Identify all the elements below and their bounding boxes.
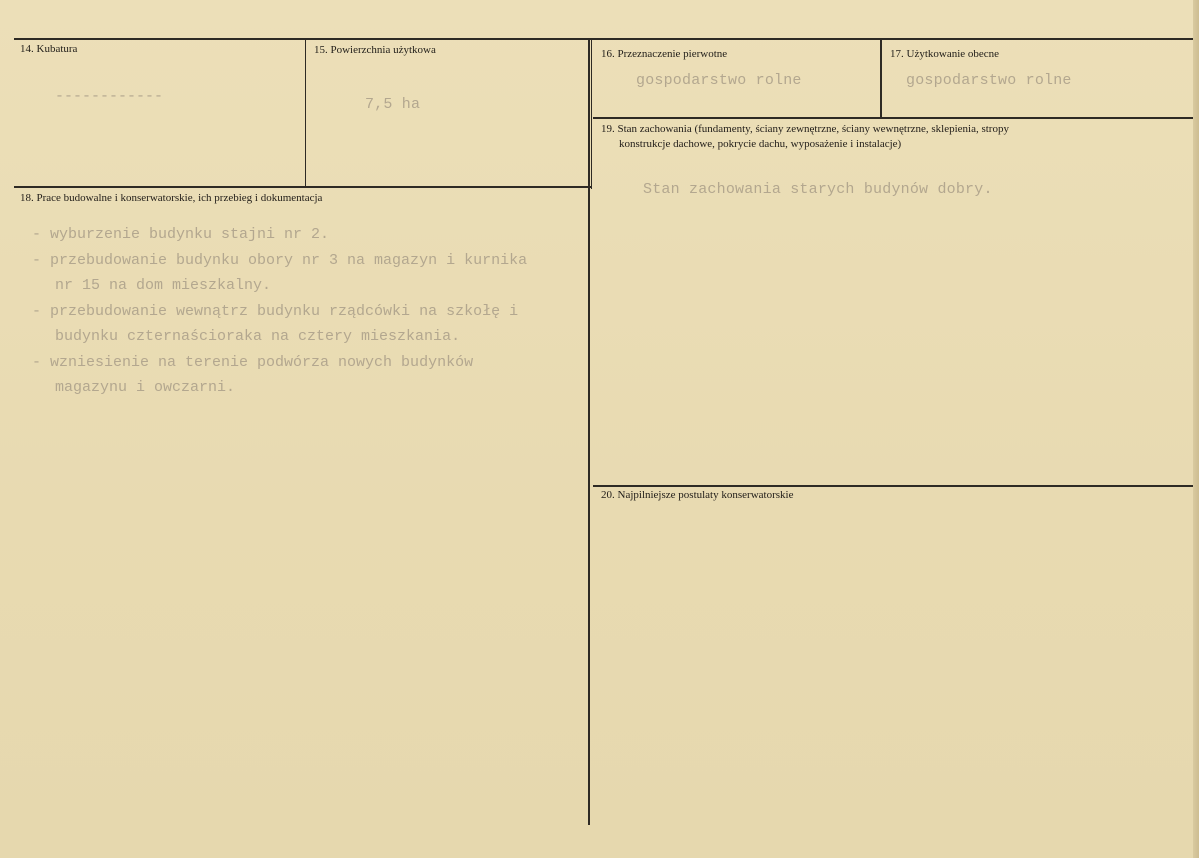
rule-under-16-17	[593, 117, 1193, 119]
work-line: - przebudowanie wewnątrz budynku rządcówki na szkołę i	[32, 302, 519, 320]
card-edge	[1193, 0, 1199, 858]
field-15-value: 7,5 ha	[365, 96, 421, 113]
work-line: budynku czternaścioraka na cztery mieszkania.	[55, 328, 461, 345]
field-18-label: 18. Prace budowalne i konserwatorskie, ich przebieg i dokumentacja	[20, 192, 323, 204]
work-line: - wzniesienie na terenie podwórza nowych budynków	[32, 353, 474, 371]
work-line: - przebudowanie budynku obory nr 3 na magazyn i kurnika	[32, 251, 528, 269]
field-14-label: 14. Kubatura	[20, 43, 78, 55]
field-15-label: 15. Powierzchnia użytkowa	[314, 44, 436, 56]
top-rule	[14, 38, 1194, 40]
field-18-work-list	[32, 222, 592, 401]
vertical-divider-main-upper	[591, 39, 592, 189]
field-14-value: ------------	[55, 88, 164, 105]
vertical-divider-main	[588, 39, 590, 825]
field-20-label: 20. Najpilniejsze postulaty konserwatorskie	[601, 489, 794, 501]
field-17-value: gospodarstwo rolne	[906, 72, 1072, 89]
work-line: - wyburzenie budynku stajni nr 2.	[32, 226, 330, 243]
rule-under-14-15	[14, 186, 592, 188]
field-19-value: Stan zachowania starych budynów dobry.	[643, 181, 993, 198]
work-line: nr 15 na dom mieszkalny.	[55, 277, 272, 294]
work-line: magazynu i owczarni.	[55, 379, 236, 396]
rule-under-19	[593, 485, 1193, 487]
field-17-label: 17. Użytkowanie obecne	[890, 48, 1000, 60]
vertical-divider-14-15	[305, 39, 306, 187]
field-16-label: 16. Przeznaczenie pierwotne	[601, 48, 728, 60]
field-19-label-line1: 19. Stan zachowania (fundamenty, ściany zewnętrzne, ściany wewnętrzne, sklepienia, stropy	[601, 123, 1009, 135]
field-16-value: gospodarstwo rolne	[636, 72, 802, 89]
vertical-divider-16-17	[880, 39, 882, 118]
field-19-label-line2: konstrukcje dachowe, pokrycie dachu, wyposażenie i instalacje)	[619, 138, 902, 150]
